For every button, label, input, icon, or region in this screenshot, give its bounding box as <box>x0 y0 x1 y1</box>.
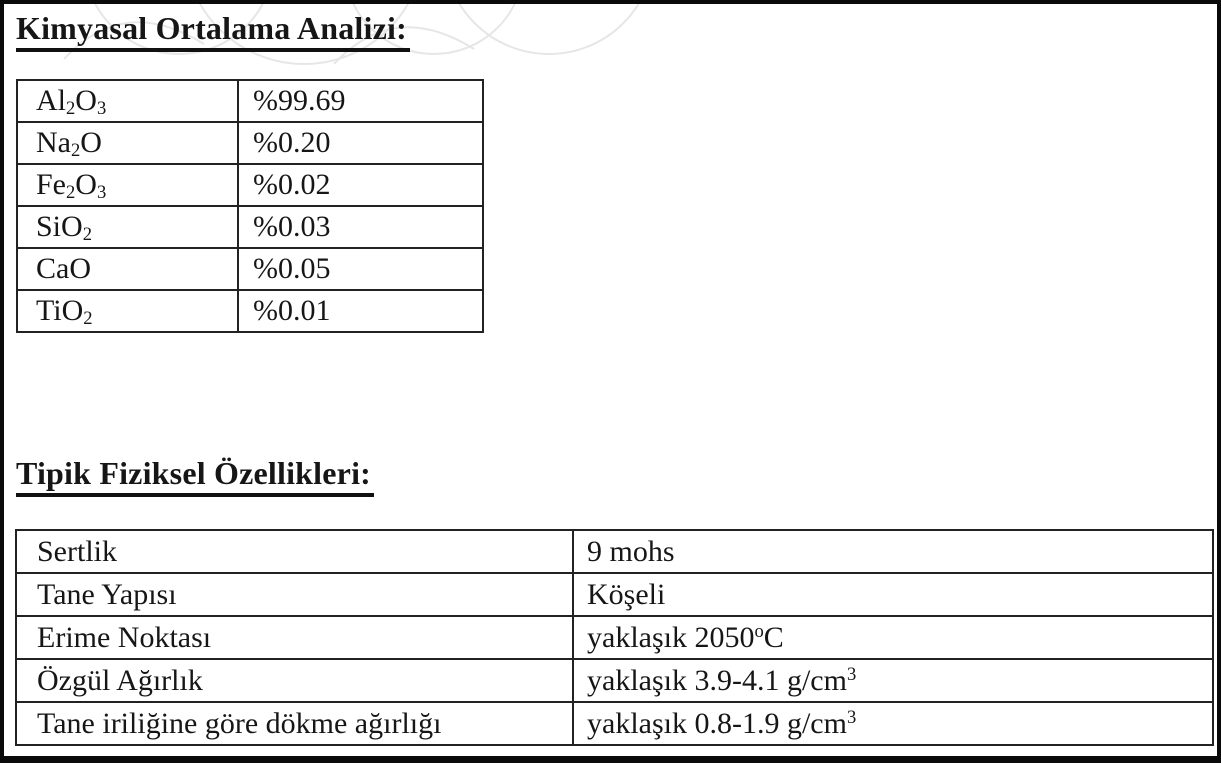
value-cell: 9 mohs <box>573 530 1213 573</box>
table-row <box>16 530 1213 573</box>
physical-properties-table <box>15 529 1214 746</box>
property-cell: $Al_2O_3$ <box>17 80 238 122</box>
table-row <box>17 206 483 248</box>
property-cell: $Na_2O$ <box>17 122 238 164</box>
table-row <box>16 616 1213 659</box>
table-row <box>16 573 1213 616</box>
value-cell: Köşeli <box>573 573 1213 616</box>
table-row <box>17 290 483 332</box>
property-cell: TiO$_2$ <box>17 290 238 332</box>
table-row <box>16 702 1213 745</box>
property-cell: SiO$_2$ <box>17 206 238 248</box>
property-cell: Tane iriliğine göre dökme ağırlığı <box>16 702 573 745</box>
property-cell: $Fe_2O_3$ <box>17 164 238 206</box>
section-heading-chemical-analysis: Kimyasal Ortalama Analizi: <box>16 10 410 52</box>
value-cell: %0.01 <box>238 290 483 332</box>
property-cell: CaO <box>17 248 238 290</box>
property-cell: Erime Noktası <box>16 616 573 659</box>
value-cell: %0.20 <box>238 122 483 164</box>
table-row <box>17 248 483 290</box>
value-cell: %0.02 <box>238 164 483 206</box>
property-cell: Tane Yapısı <box>16 573 573 616</box>
table-row <box>16 659 1213 702</box>
value-cell: %99.69 <box>238 80 483 122</box>
value-cell: %0.03 <box>238 206 483 248</box>
table-row <box>17 122 483 164</box>
chemical-analysis-table <box>16 79 484 333</box>
section-heading-physical-properties: Tipik Fiziksel Özellikleri: <box>16 455 374 497</box>
value-cell: yaklaşık 0.8-1.9 $g/cm^3$ <box>573 702 1213 745</box>
property-cell: Özgül Ağırlık <box>16 659 573 702</box>
property-cell: Sertlik <box>16 530 573 573</box>
value-cell: yaklaşık 2050$^o$C <box>573 616 1213 659</box>
value-cell: %0.05 <box>238 248 483 290</box>
table-row <box>17 80 483 122</box>
value-cell: yaklaşık 3.9-4.1 $g/cm^3$ <box>573 659 1213 702</box>
table-row <box>17 164 483 206</box>
